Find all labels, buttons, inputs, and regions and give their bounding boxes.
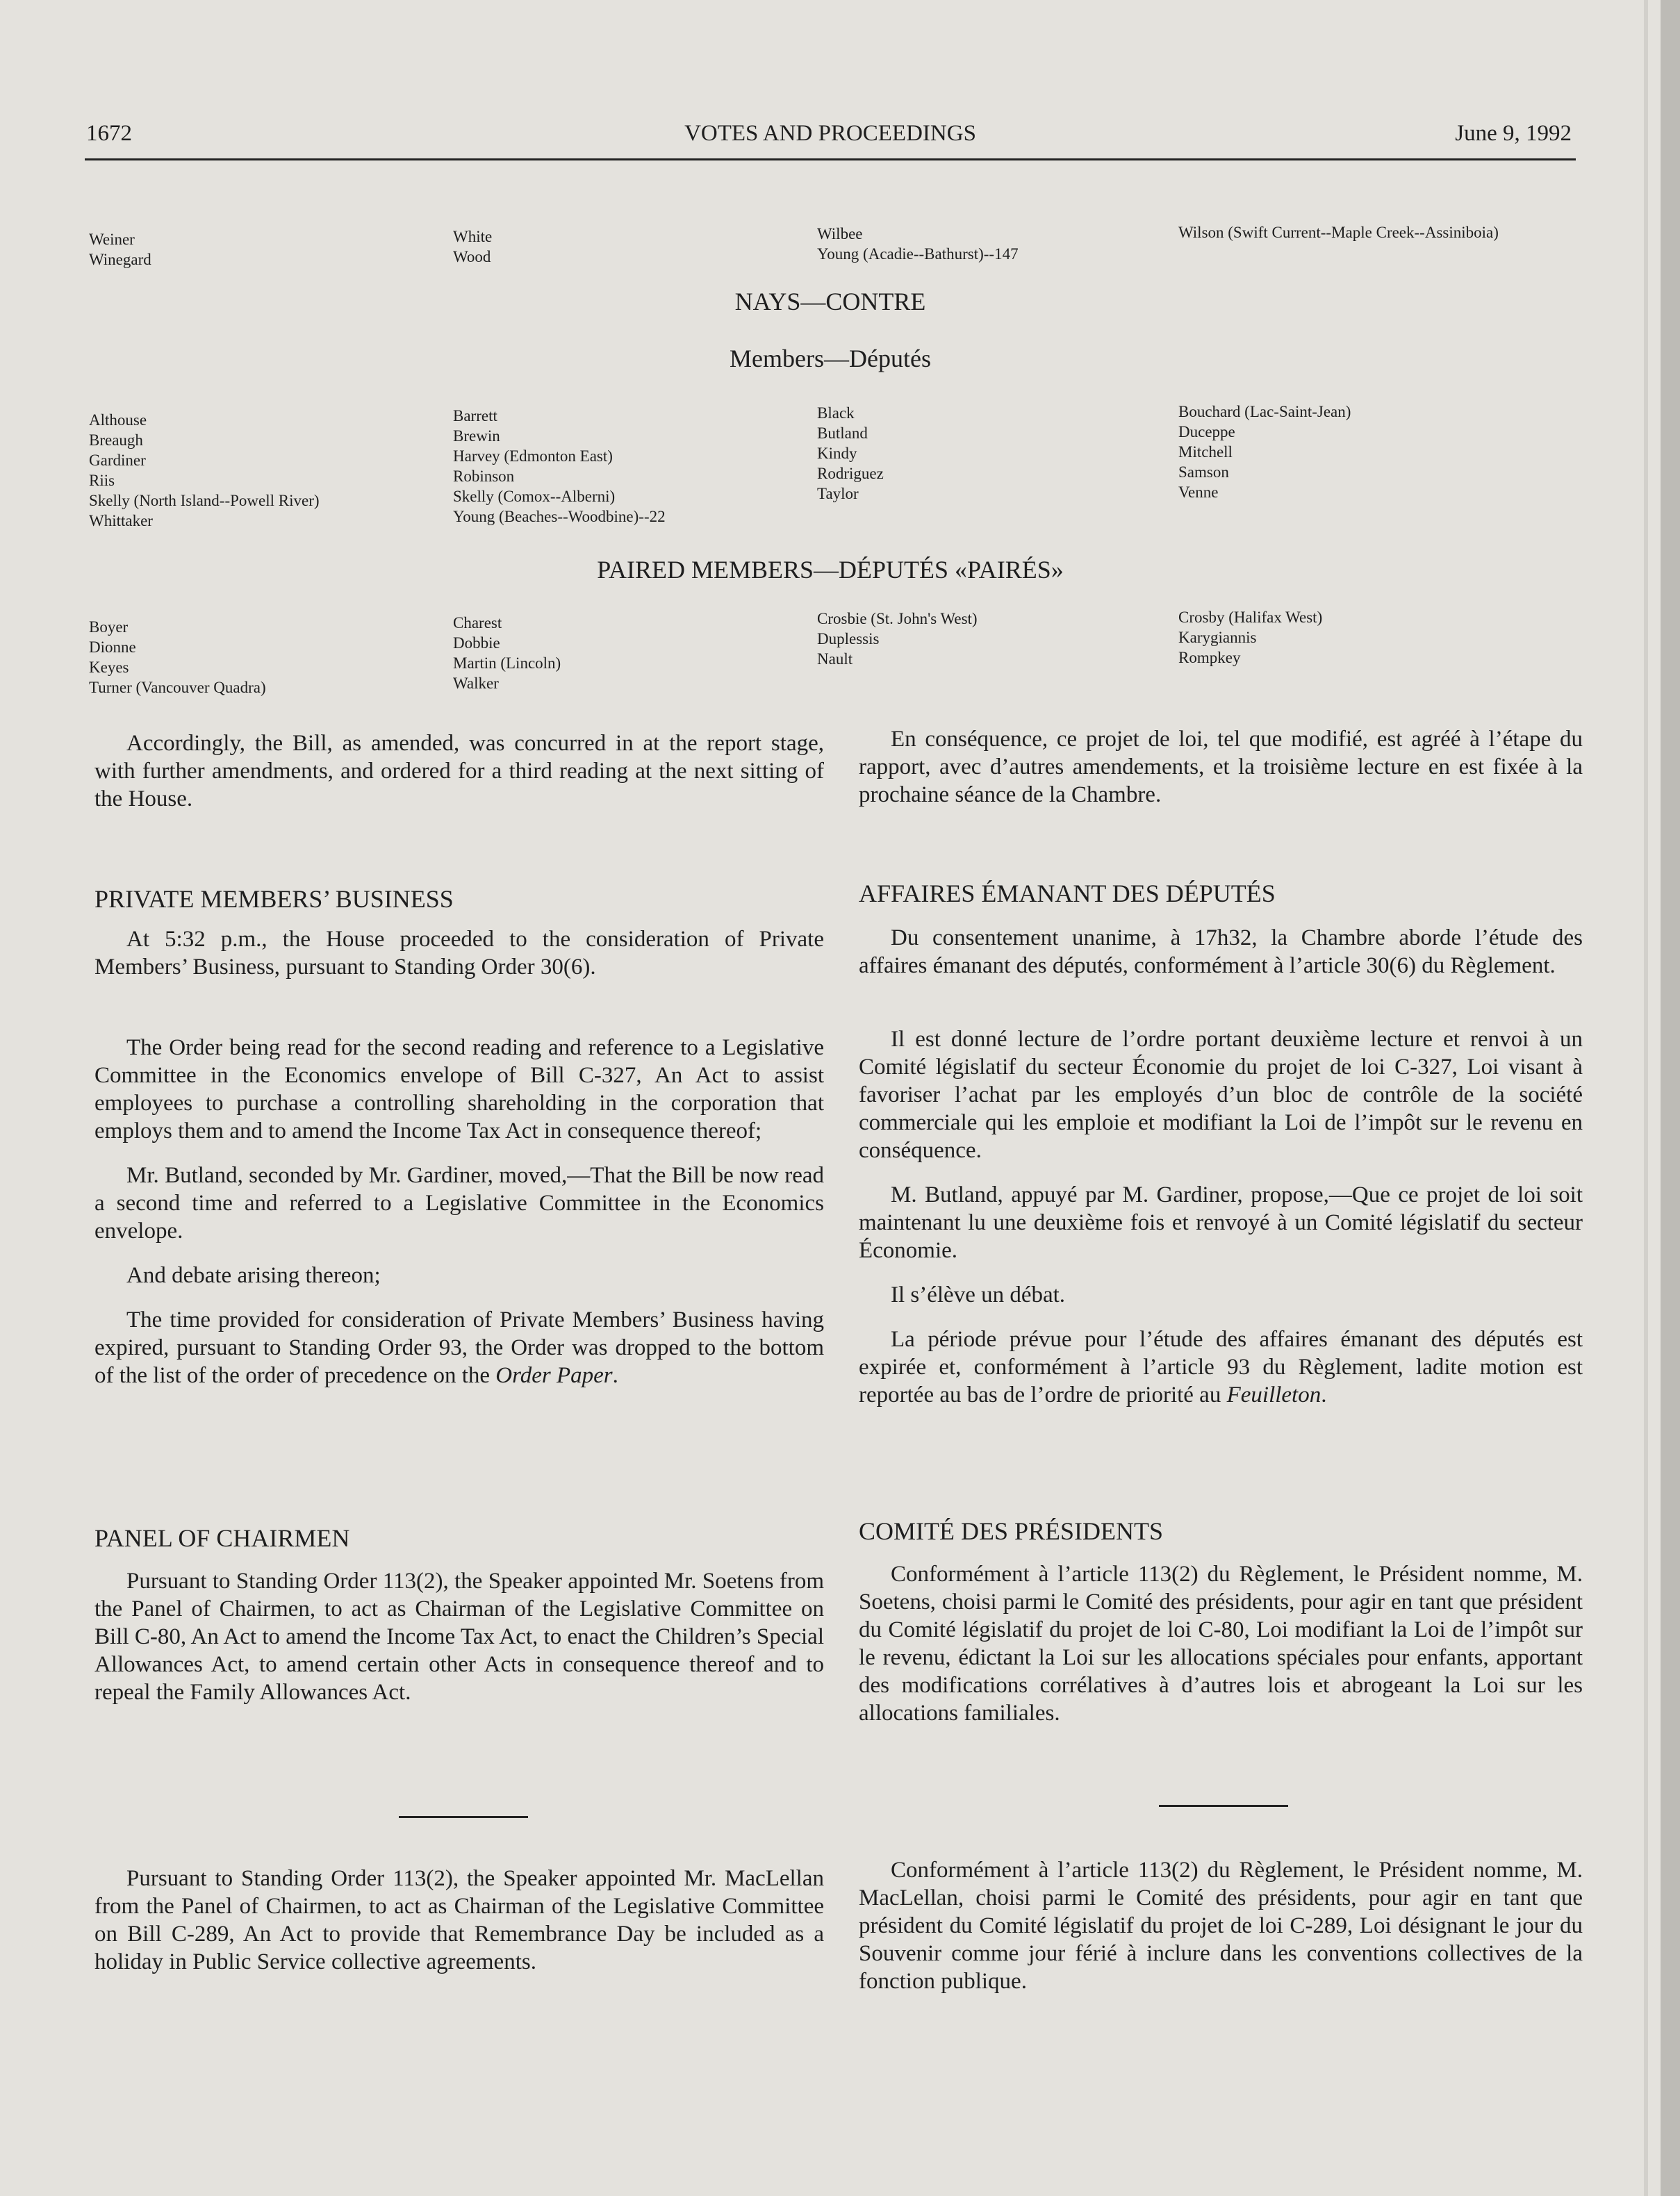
italic-text: Order Paper <box>495 1363 613 1388</box>
paragraph: Du consentement unanime, à 17h32, la Chambre aborde l’étude des affaires émanant des députés, conformément à l’article 30(6) du Règlement. <box>859 925 1583 978</box>
nays-col-1 <box>89 410 320 531</box>
page-number: 1672 <box>86 121 132 146</box>
member-name: Duplessis <box>817 630 880 647</box>
member-name: Kindy <box>817 445 857 462</box>
member-name: Gardiner <box>89 452 146 469</box>
section-divider <box>1159 1805 1288 1807</box>
french-panel-heading: COMITÉ DES PRÉSIDENTS <box>859 1517 1164 1545</box>
member-name: Skelly (Comox--Alberni) <box>453 488 616 505</box>
member-name: Winegard <box>89 251 151 268</box>
english-pmb-body <box>94 1034 824 1406</box>
member-name: Walker <box>453 675 499 692</box>
yeas-col-4 <box>1178 222 1499 242</box>
paragraph: Conformément à l’article 113(2) du Règlement, le Président nomme, M. MacLellan, choisi parmi le Comité des présidents, pour agir en tant que président du Comité législatif du projet de loi C-289, Loi désignant le jour du Souvenir comme jour férié à inclure dans les conventions collectives de la fonction publique. <box>859 1858 1583 1994</box>
running-title: VOTES AND PROCEEDINGS <box>684 121 976 146</box>
french-accordingly <box>859 725 1583 825</box>
paired-col-1 <box>89 617 266 697</box>
member-name: Karygiannis <box>1178 629 1257 646</box>
member-name: Charest <box>453 614 502 631</box>
paragraph: Accordingly, the Bill, as amended, was concurred in at the report stage, with further amendments, and ordered for a third reading at the next sitting of the House. <box>94 731 824 811</box>
member-name: Butland <box>817 424 868 442</box>
page-gutter <box>1644 0 1648 2196</box>
nays-col-4 <box>1178 402 1351 502</box>
paragraph: En conséquence, ce projet de loi, tel que modifié, est agréé à l’étape du rapport, avec d’autres amendements, et la troisième lecture en est fixée à la prochaine séance de la Chambre. <box>859 727 1583 807</box>
member-name: Whittaker <box>89 512 153 529</box>
paragraph: M. Butland, appuyé par M. Gardiner, propose,—Que ce projet de loi soit maintenant lu une deuxième fois et renvoyé à un Comité législatif du secteur Économie. <box>859 1182 1583 1263</box>
member-name: Bouchard (Lac-Saint-Jean) <box>1178 403 1351 420</box>
english-pmb-heading: PRIVATE MEMBERS’ BUSINESS <box>94 885 454 913</box>
member-name: Venne <box>1178 484 1219 501</box>
yeas-col-2 <box>453 226 492 267</box>
paragraph: Il est donné lecture de l’ordre portant deuxième lecture et renvoi à un Comité législatif du secteur Économie du projet de loi C-327, Loi visant à favoriser l’achat par les employés d’un bloc de contrôle de la société commerciale qui les emploie et modifiant la Loi de l’impôt sur le revenu en conséquence. <box>859 1027 1583 1163</box>
member-name: Wilson (Swift Current--Maple Creek--Assiniboia) <box>1178 224 1499 241</box>
english-accordingly <box>94 729 824 829</box>
member-name: Boyer <box>89 618 129 636</box>
member-name: Althouse <box>89 411 147 429</box>
french-panel-body-2 <box>859 1856 1583 2012</box>
member-name: Wood <box>453 248 491 265</box>
text-run: The time provided for consideration of Private Members’ Business having expired, pursuant to Standing Order 93, the Order was dropped to the bottom of the list of the order of precedence on the <box>94 1307 824 1388</box>
nays-subtitle: Members—Députés <box>730 345 931 372</box>
paragraph: Pursuant to Standing Order 113(2), the Speaker appointed Mr. MacLellan from the Panel of Chairmen, to act as Chairman of the Legislative Committee on Bill C-289, An Act to provide that Remembrance Day be included as a holiday in Public Service collective agreements. <box>94 1866 824 1974</box>
paragraph: Il s’élève un débat. <box>891 1282 1066 1307</box>
member-name: Breaugh <box>89 431 143 449</box>
page-date: June 9, 1992 <box>1455 121 1572 146</box>
member-name: Weiner <box>89 231 135 248</box>
member-name: Martin (Lincoln) <box>453 654 561 672</box>
paragraph: Pursuant to Standing Order 113(2), the Speaker appointed Mr. Soetens from the Panel of Chairmen, to act as Chairman of the Legislative Committee on Bill C-80, An Act to amend the Income Tax Act, to enact the Children’s Special Allowances Act, to amend certain other Acts in consequence thereof and to repeal the Family Allowances Act. <box>94 1569 824 1705</box>
paired-col-4 <box>1178 607 1322 668</box>
member-name: Crosby (Halifax West) <box>1178 609 1323 626</box>
french-panel-body <box>859 1560 1583 1744</box>
member-name: Brewin <box>453 427 500 445</box>
member-name: Turner (Vancouver Quadra) <box>89 679 266 696</box>
italic-text: Feuilleton <box>1226 1382 1321 1407</box>
page-edge <box>1661 0 1680 2196</box>
member-name: Duceppe <box>1178 423 1235 440</box>
member-name: Harvey (Edmonton East) <box>453 447 613 465</box>
paired-col-3 <box>817 609 978 669</box>
member-name: Riis <box>89 472 115 489</box>
english-panel-body-2 <box>94 1865 824 1992</box>
yeas-col-3 <box>817 224 1019 264</box>
section-divider <box>399 1816 528 1818</box>
text-run: . <box>1321 1382 1327 1407</box>
paired-title: PAIRED MEMBERS—DÉPUTÉS «PAIRÉS» <box>597 556 1064 584</box>
member-name: Wilbee <box>817 225 863 242</box>
member-name: Mitchell <box>1178 443 1233 461</box>
member-name: Robinson <box>453 468 515 485</box>
paragraph: The Order being read for the second reading and reference to a Legislative Committee in the Economics envelope of Bill C-327, An Act to assist employees to purchase a controlling shareholding in the corporation that employs them and to amend the Income Tax Act in consequence thereof; <box>94 1035 824 1144</box>
member-name: Rompkey <box>1178 649 1241 666</box>
english-pmb-intro <box>94 925 824 998</box>
member-name: Black <box>817 404 855 422</box>
member-name: Young (Acadie--Bathurst)--147 <box>817 245 1019 263</box>
member-name: Keyes <box>89 659 129 676</box>
french-pmb-body <box>859 1025 1583 1426</box>
paragraph <box>859 1326 1583 1409</box>
yeas-col-1 <box>89 229 151 270</box>
text-run: La période prévue pour l’étude des affaires émanant des députés est expirée et, conformément à l’article 93 du Règlement, ladite motion est reportée au bas de l’ordre de priorité au <box>859 1327 1583 1407</box>
member-name: Barrett <box>453 407 497 424</box>
member-name: Dobbie <box>453 634 500 652</box>
member-name: White <box>453 228 493 245</box>
member-name: Young (Beaches--Woodbine)--22 <box>453 508 666 525</box>
paragraph: At 5:32 p.m., the House proceeded to the consideration of Private Members’ Business, pursuant to Standing Order 30(6). <box>94 927 824 980</box>
nays-col-3 <box>817 403 884 504</box>
english-panel-heading: PANEL OF CHAIRMEN <box>94 1524 350 1552</box>
paragraph: Mr. Butland, seconded by Mr. Gardiner, moved,—That the Bill be now read a second time and referred to a Legislative Committee in the Economics envelope. <box>94 1163 824 1244</box>
english-panel-body <box>94 1567 824 1723</box>
member-name: Dionne <box>89 638 136 656</box>
paragraph <box>94 1306 824 1389</box>
french-pmb-heading: AFFAIRES ÉMANANT DES DÉPUTÉS <box>859 880 1276 907</box>
member-name: Skelly (North Island--Powell River) <box>89 492 320 509</box>
paired-col-2 <box>453 613 561 693</box>
member-name: Crosbie (St. John's West) <box>817 610 978 627</box>
text-run: . <box>612 1363 618 1388</box>
member-name: Rodriguez <box>817 465 884 482</box>
nays-col-2 <box>453 406 666 527</box>
paragraph: Conformément à l’article 113(2) du Règlement, le Président nomme, M. Soetens, choisi parmi le Comité des présidents, pour agir en tant que président du Comité législatif du projet de loi C-80, Loi modifiant la Loi de l’impôt sur le revenu, édictant la Loi sur les allocations spéciales pour enfants, apportant des modifications corrélatives à d’autres lois et abrogeant la Loi sur les allocations familiales. <box>859 1562 1583 1726</box>
member-name: Samson <box>1178 463 1229 481</box>
french-pmb-intro <box>859 924 1583 996</box>
member-name: Taylor <box>817 485 859 502</box>
member-name: Nault <box>817 650 853 668</box>
nays-title: NAYS—CONTRE <box>734 288 926 315</box>
paragraph: And debate arising thereon; <box>126 1263 381 1288</box>
header-rule <box>85 158 1576 160</box>
